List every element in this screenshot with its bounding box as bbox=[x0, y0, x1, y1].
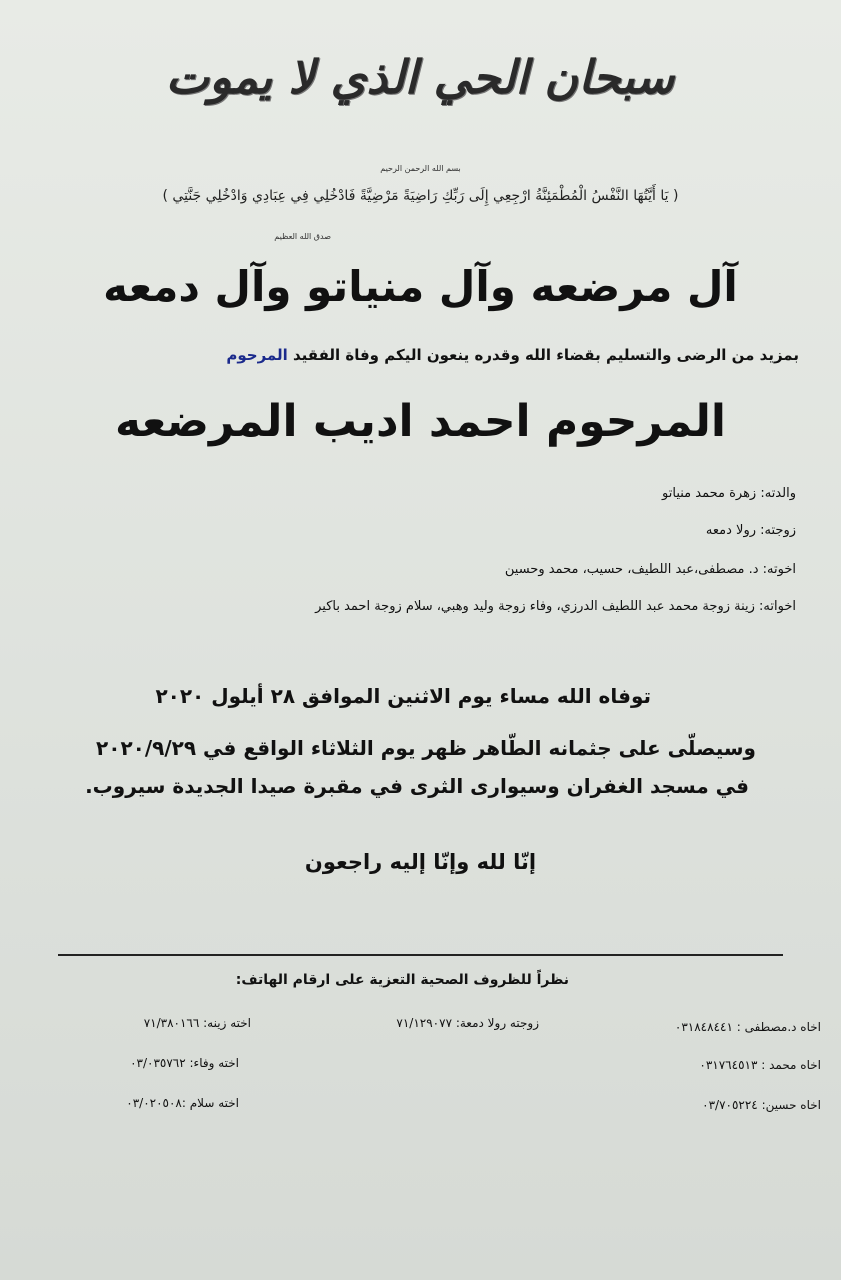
divider-line bbox=[58, 954, 783, 956]
funeral-prayer-line-2: في مسجد الغفران وسيوارى الثرى في مقبرة صيدا الجديدة سيروب. bbox=[85, 774, 749, 798]
basmala: بسم الله الرحمن الرحيم bbox=[380, 164, 461, 173]
sadaq-text: صدق الله العظيم bbox=[274, 232, 331, 241]
condolence-notice: نظراً للظروف الصحية التعزية على ارقام الهاتف: bbox=[235, 972, 569, 988]
handwritten-correction: المرحوم bbox=[226, 346, 288, 364]
intro-line bbox=[40, 346, 799, 364]
death-date: توفاه الله مساء يوم الاثنين الموافق ٢٨ أيلول ٢٠٢٠ bbox=[155, 684, 651, 708]
funeral-prayer-line-1: وسيصلّى على جثمانه الطّاهر ظهر يوم الثلاثاء الواقع في ٢٠٢٠/٩/٢٩ bbox=[96, 736, 756, 760]
relative-mother: والدته: زهرة محمد منياتو bbox=[662, 486, 796, 501]
contact-brother-mohamad: اخاه محمد : ٠٣١٧٦٤٥١٣ bbox=[699, 1058, 821, 1072]
contact-sister-salam: اخته سلام :٠٣/٠٢٠٥٠٨ bbox=[126, 1096, 239, 1110]
quran-verse: ( يَا أَيَّتُهَا النَّفْسُ الْمُطْمَئِنَّةُ ارْجِعِي إِلَى رَبِّكِ رَاضِيَةً مَرْضِيَّةً فَادْخُلِي فِي عِبَادِي وَادْخُلِي جَنَّتِي ) bbox=[162, 188, 679, 204]
contact-sister-wafaa: اخته وفاء: ٠٣/٠٣٥٧٦٢ bbox=[130, 1056, 239, 1070]
contact-sister-zeina: اخته زينه: ٧١/٣٨٠١٦٦ bbox=[143, 1016, 251, 1030]
intro-text: بمزيد من الرضى والتسليم بقضاء الله وقدره ينعون اليكم وفاة الفقيد bbox=[293, 346, 799, 364]
relative-wife: زوجته: رولا دمعه bbox=[705, 523, 796, 538]
relative-brothers: اخوته: د. مصطفى،عبد اللطيف، حسيب، محمد وحسين bbox=[504, 562, 796, 577]
contact-wife-rola: زوجته رولا دمعة: ٧١/١٢٩٠٧٧ bbox=[396, 1016, 539, 1030]
families-title: آل مرضعه وآل منياتو وآل دمعه bbox=[103, 262, 738, 311]
contact-brother-hussein: اخاه حسين: ٠٣/٧٠٥٢٢٤ bbox=[702, 1098, 821, 1112]
closing-verse: إنّا لله وإنّا إليه راجعون bbox=[304, 850, 537, 874]
contact-brother-mostafa: اخاه د.مصطفى : ٠٣١٨٤٨٤٤١ bbox=[674, 1020, 821, 1034]
relative-sisters: اخواته: زينة زوجة محمد عبد اللطيف الدرزي، وفاء زوجة وليد وهبي، سلام زوجة احمد باكير bbox=[315, 599, 796, 614]
calligraphy-header: سبحان الحي الذي لا يموت bbox=[165, 50, 675, 104]
deceased-name: المرحوم احمد اديب المرضعه bbox=[115, 396, 726, 447]
